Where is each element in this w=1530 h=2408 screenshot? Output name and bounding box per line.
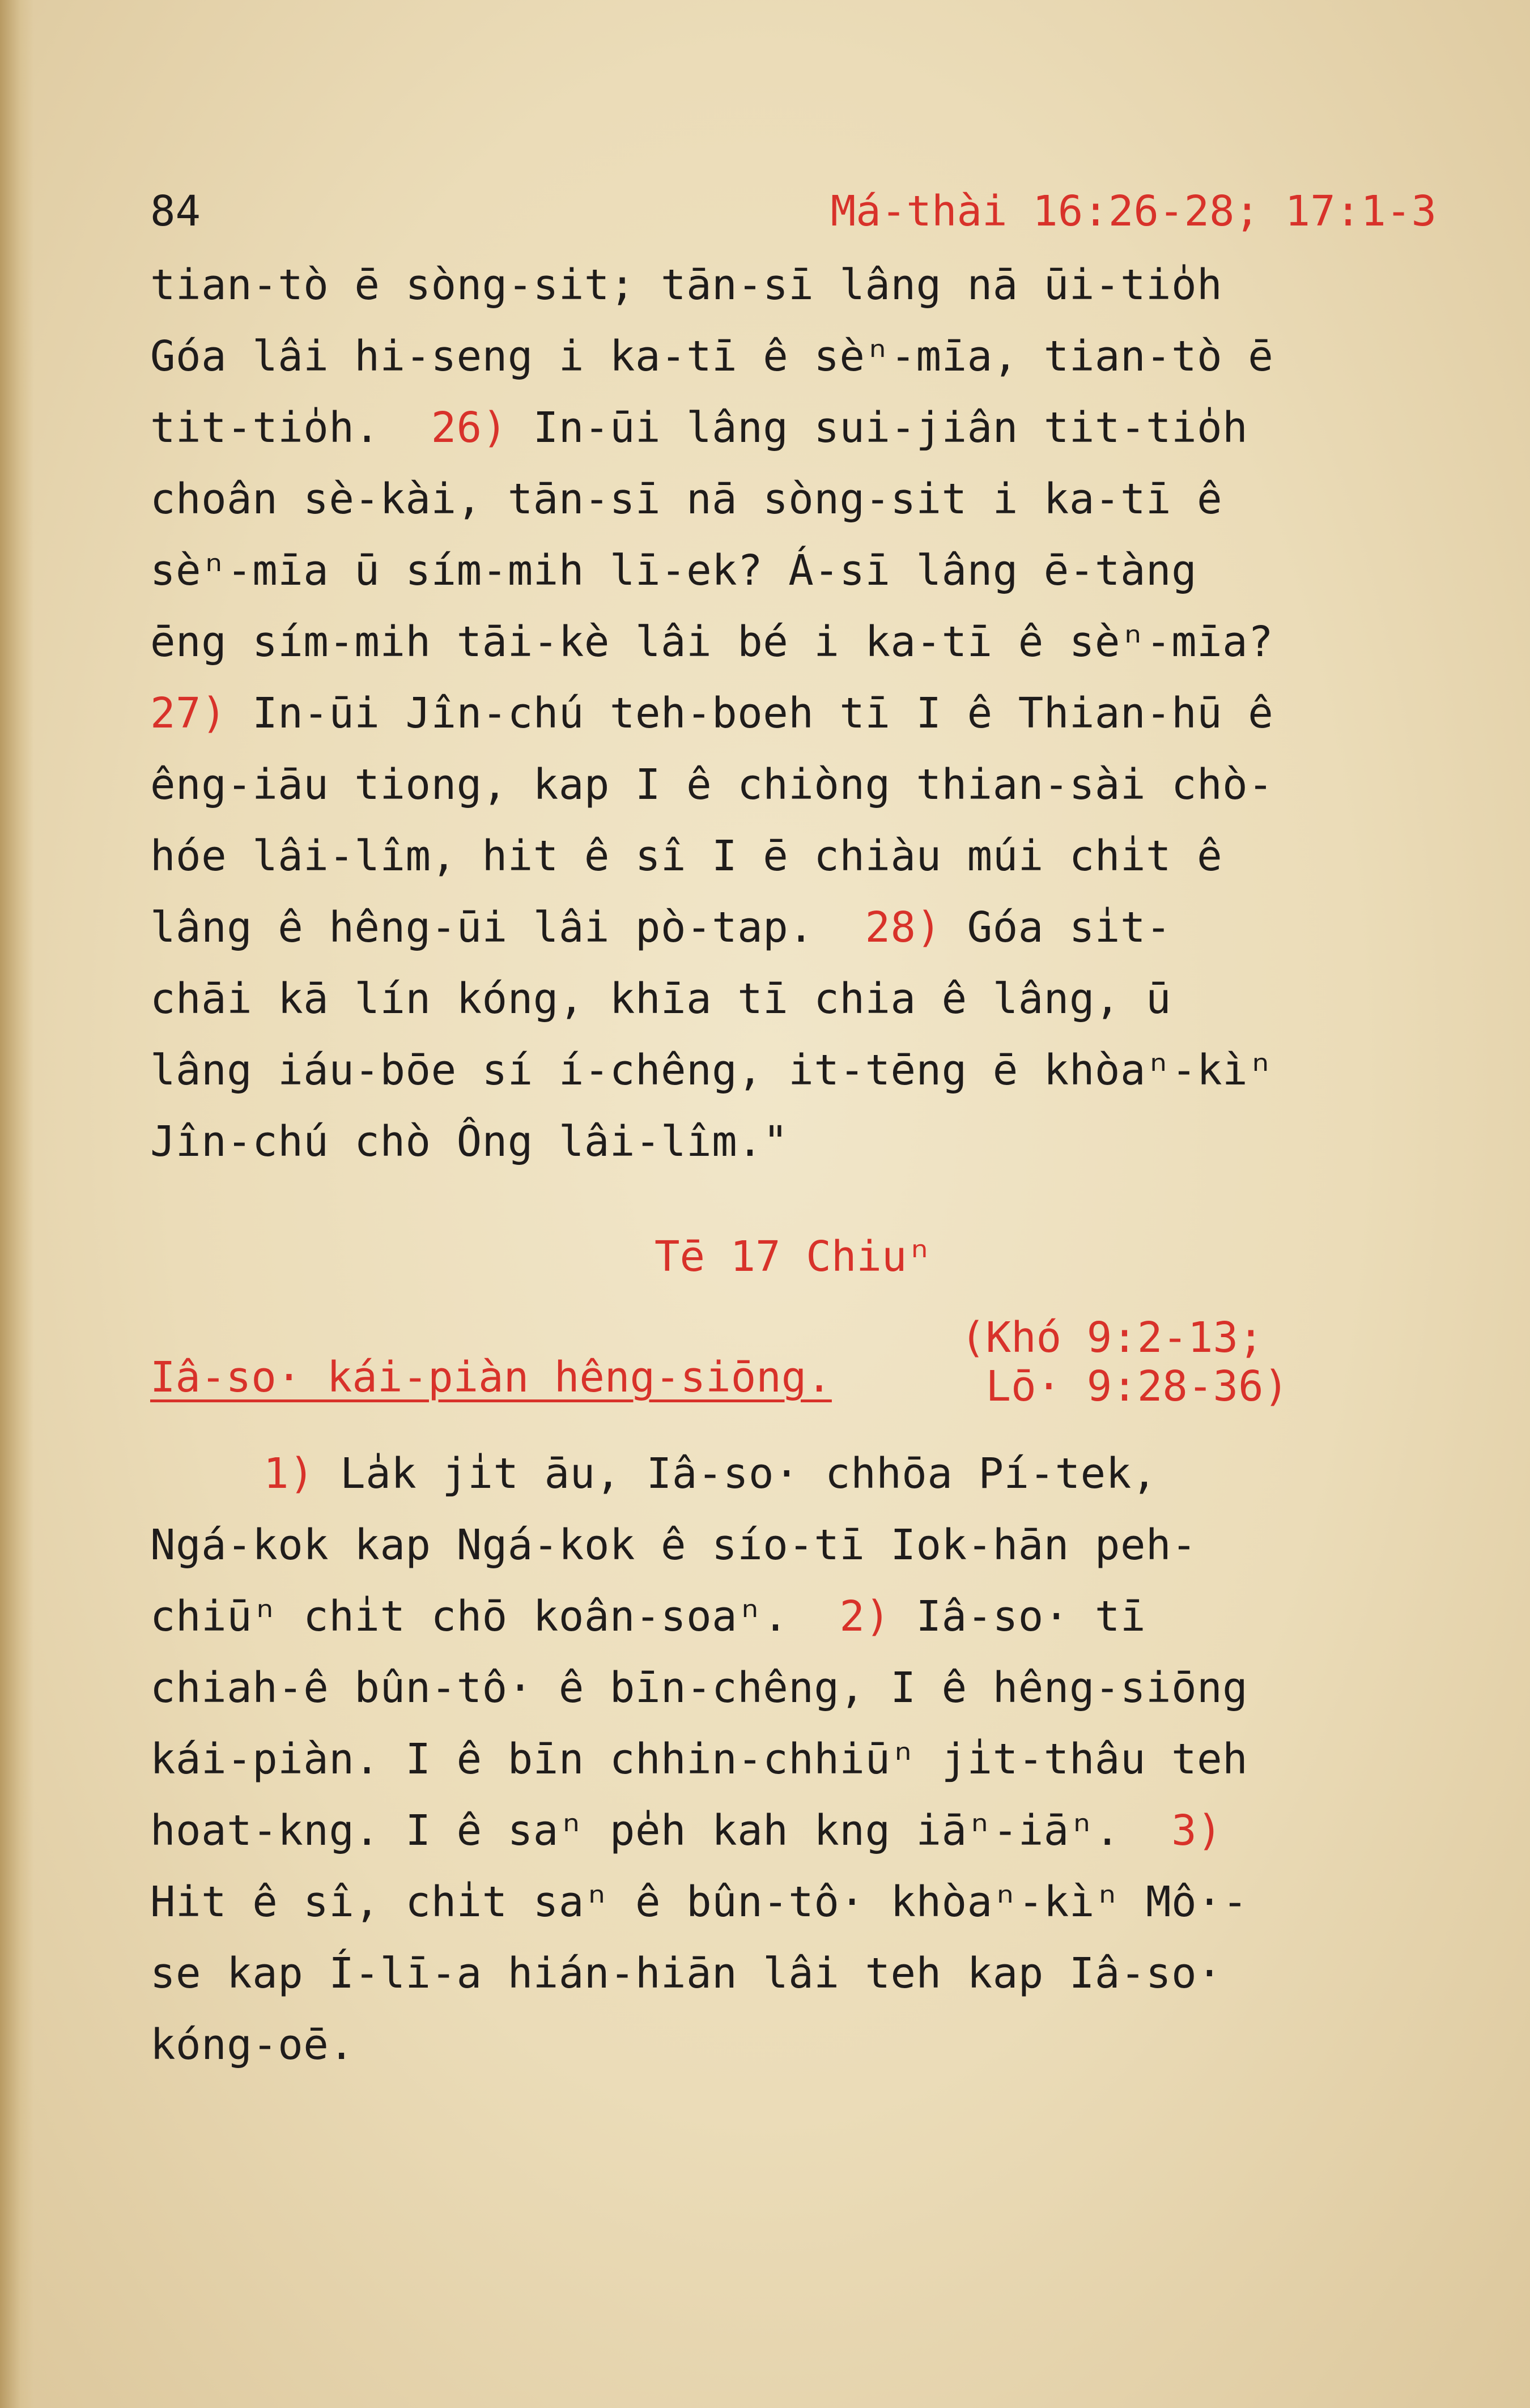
line-text: La̍k ji̍t āu, Iâ-so· chhōa Pí-tek, [314, 1449, 1157, 1498]
text-line [150, 820, 1436, 892]
running-head [150, 187, 1436, 249]
text-line [150, 749, 1436, 820]
line-text: hóe lâi-lîm, hit ê sî I ē chiàu múi chi̍t ê [150, 832, 1223, 880]
text-line [150, 535, 1436, 606]
line-text: Góa si̍t- [941, 903, 1172, 952]
line-text: Iâ-so· tī [890, 1592, 1146, 1641]
verse-number: 3) [1171, 1806, 1223, 1855]
text-line [150, 606, 1436, 678]
line-text: chiah-ê bûn-tô· ê bīn-chêng, I ê hêng-siōng [150, 1664, 1248, 1712]
text-line [150, 678, 1436, 749]
line-text: lâng iáu-bōe sí í-chêng, it-tēng ē khòaⁿ-kìⁿ [150, 1046, 1274, 1095]
running-title: Má-thài 16:26-28; 17:1-3 [830, 187, 1436, 236]
cross-reference [960, 1313, 1289, 1411]
line-text: choân sè-kài, tān-sī nā sòng-sit i ka-tī ê [150, 475, 1223, 524]
text-line [150, 392, 1436, 463]
passage-chapter-16 [150, 249, 1436, 1177]
line-text: kái-piàn. I ê bīn chhin-chhiūⁿ ji̍t-thâu teh [150, 1735, 1248, 1784]
text-line [150, 2009, 1436, 2081]
text-line [150, 1938, 1436, 2009]
line-text: Hit ê sî, chi̍t saⁿ ê bûn-tô· khòaⁿ-kìⁿ Mô·- [150, 1878, 1248, 1926]
line-text: se kap Í-lī-a hián-hiān lâi teh kap Iâ-so· [150, 1949, 1223, 1998]
verse-number: 26) [431, 403, 508, 452]
page-content [150, 187, 1436, 2081]
verse-number: 27) [150, 689, 227, 738]
line-text: Jîn-chú chò Ông lâi-lîm." [150, 1117, 789, 1166]
line-text: Góa lâi hi-seng i ka-tī ê sèⁿ-mīa, tian-tò ē [150, 332, 1274, 381]
line-text: In-ūi Jîn-chú teh-boeh tī I ê Thian-hū ê [227, 689, 1274, 738]
text-line [150, 1106, 1436, 1177]
line-text: chāi kā lín kóng, khīa tī chia ê lâng, ū [150, 975, 1172, 1023]
line-text: In-ūi lâng sui-jiân tit-tio̍h [507, 403, 1248, 452]
verse-number: 28) [865, 903, 942, 952]
line-text: kóng-oē. [150, 2020, 355, 2069]
text-line [150, 963, 1436, 1035]
text-line [150, 1795, 1436, 1866]
line-text: chiūⁿ chi̍t chō koân-soaⁿ. [150, 1592, 840, 1641]
page-number: 84 [150, 187, 201, 236]
text-line [150, 1035, 1436, 1106]
section-heading [150, 1313, 1436, 1427]
text-line [150, 463, 1436, 535]
line-text: êng-iāu tiong, kap I ê chiòng thian-sài chò- [150, 760, 1274, 809]
text-line [150, 1724, 1436, 1795]
cross-reference-line: (Khó 9:2-13; [960, 1313, 1264, 1362]
text-line [150, 1438, 1436, 1509]
line-text: lâng ê hêng-ūi lâi pò-tap. [150, 903, 865, 952]
line-text: ēng sím-mih tāi-kè lâi bé i ka-tī ê sèⁿ-mīa? [150, 618, 1274, 666]
verse-number: 1) [264, 1449, 315, 1498]
chapter-heading: Tē 17 Chiuⁿ [654, 1232, 933, 1281]
text-line [150, 1866, 1436, 1938]
cross-reference-line: Lō· 9:28-36) [960, 1362, 1289, 1411]
text-line [150, 321, 1436, 392]
section-title: Iâ-so· kái-piàn hêng-siōng. [150, 1353, 832, 1402]
line-text: tit-tio̍h. [150, 403, 431, 452]
line-text: sèⁿ-mīa ū sím-mih lī-ek? Á-sī lâng ē-tàng [150, 546, 1197, 595]
line-text: Ngá-kok kap Ngá-kok ê sío-tī Iok-hān peh- [150, 1521, 1197, 1569]
page-binding-edge [0, 0, 34, 2408]
verse-number: 2) [839, 1592, 891, 1641]
text-line [150, 1581, 1436, 1652]
line-text: tian-tò ē sòng-sit; tān-sī lâng nā ūi-tio̍h [150, 261, 1223, 309]
passage-chapter-17 [150, 1438, 1436, 2081]
text-line [150, 892, 1436, 963]
text-line [150, 249, 1436, 321]
line-text: hoat-kng. I ê saⁿ pe̍h kah kng iāⁿ-iāⁿ. [150, 1806, 1172, 1855]
text-line [150, 1509, 1436, 1581]
text-line [150, 1652, 1436, 1724]
